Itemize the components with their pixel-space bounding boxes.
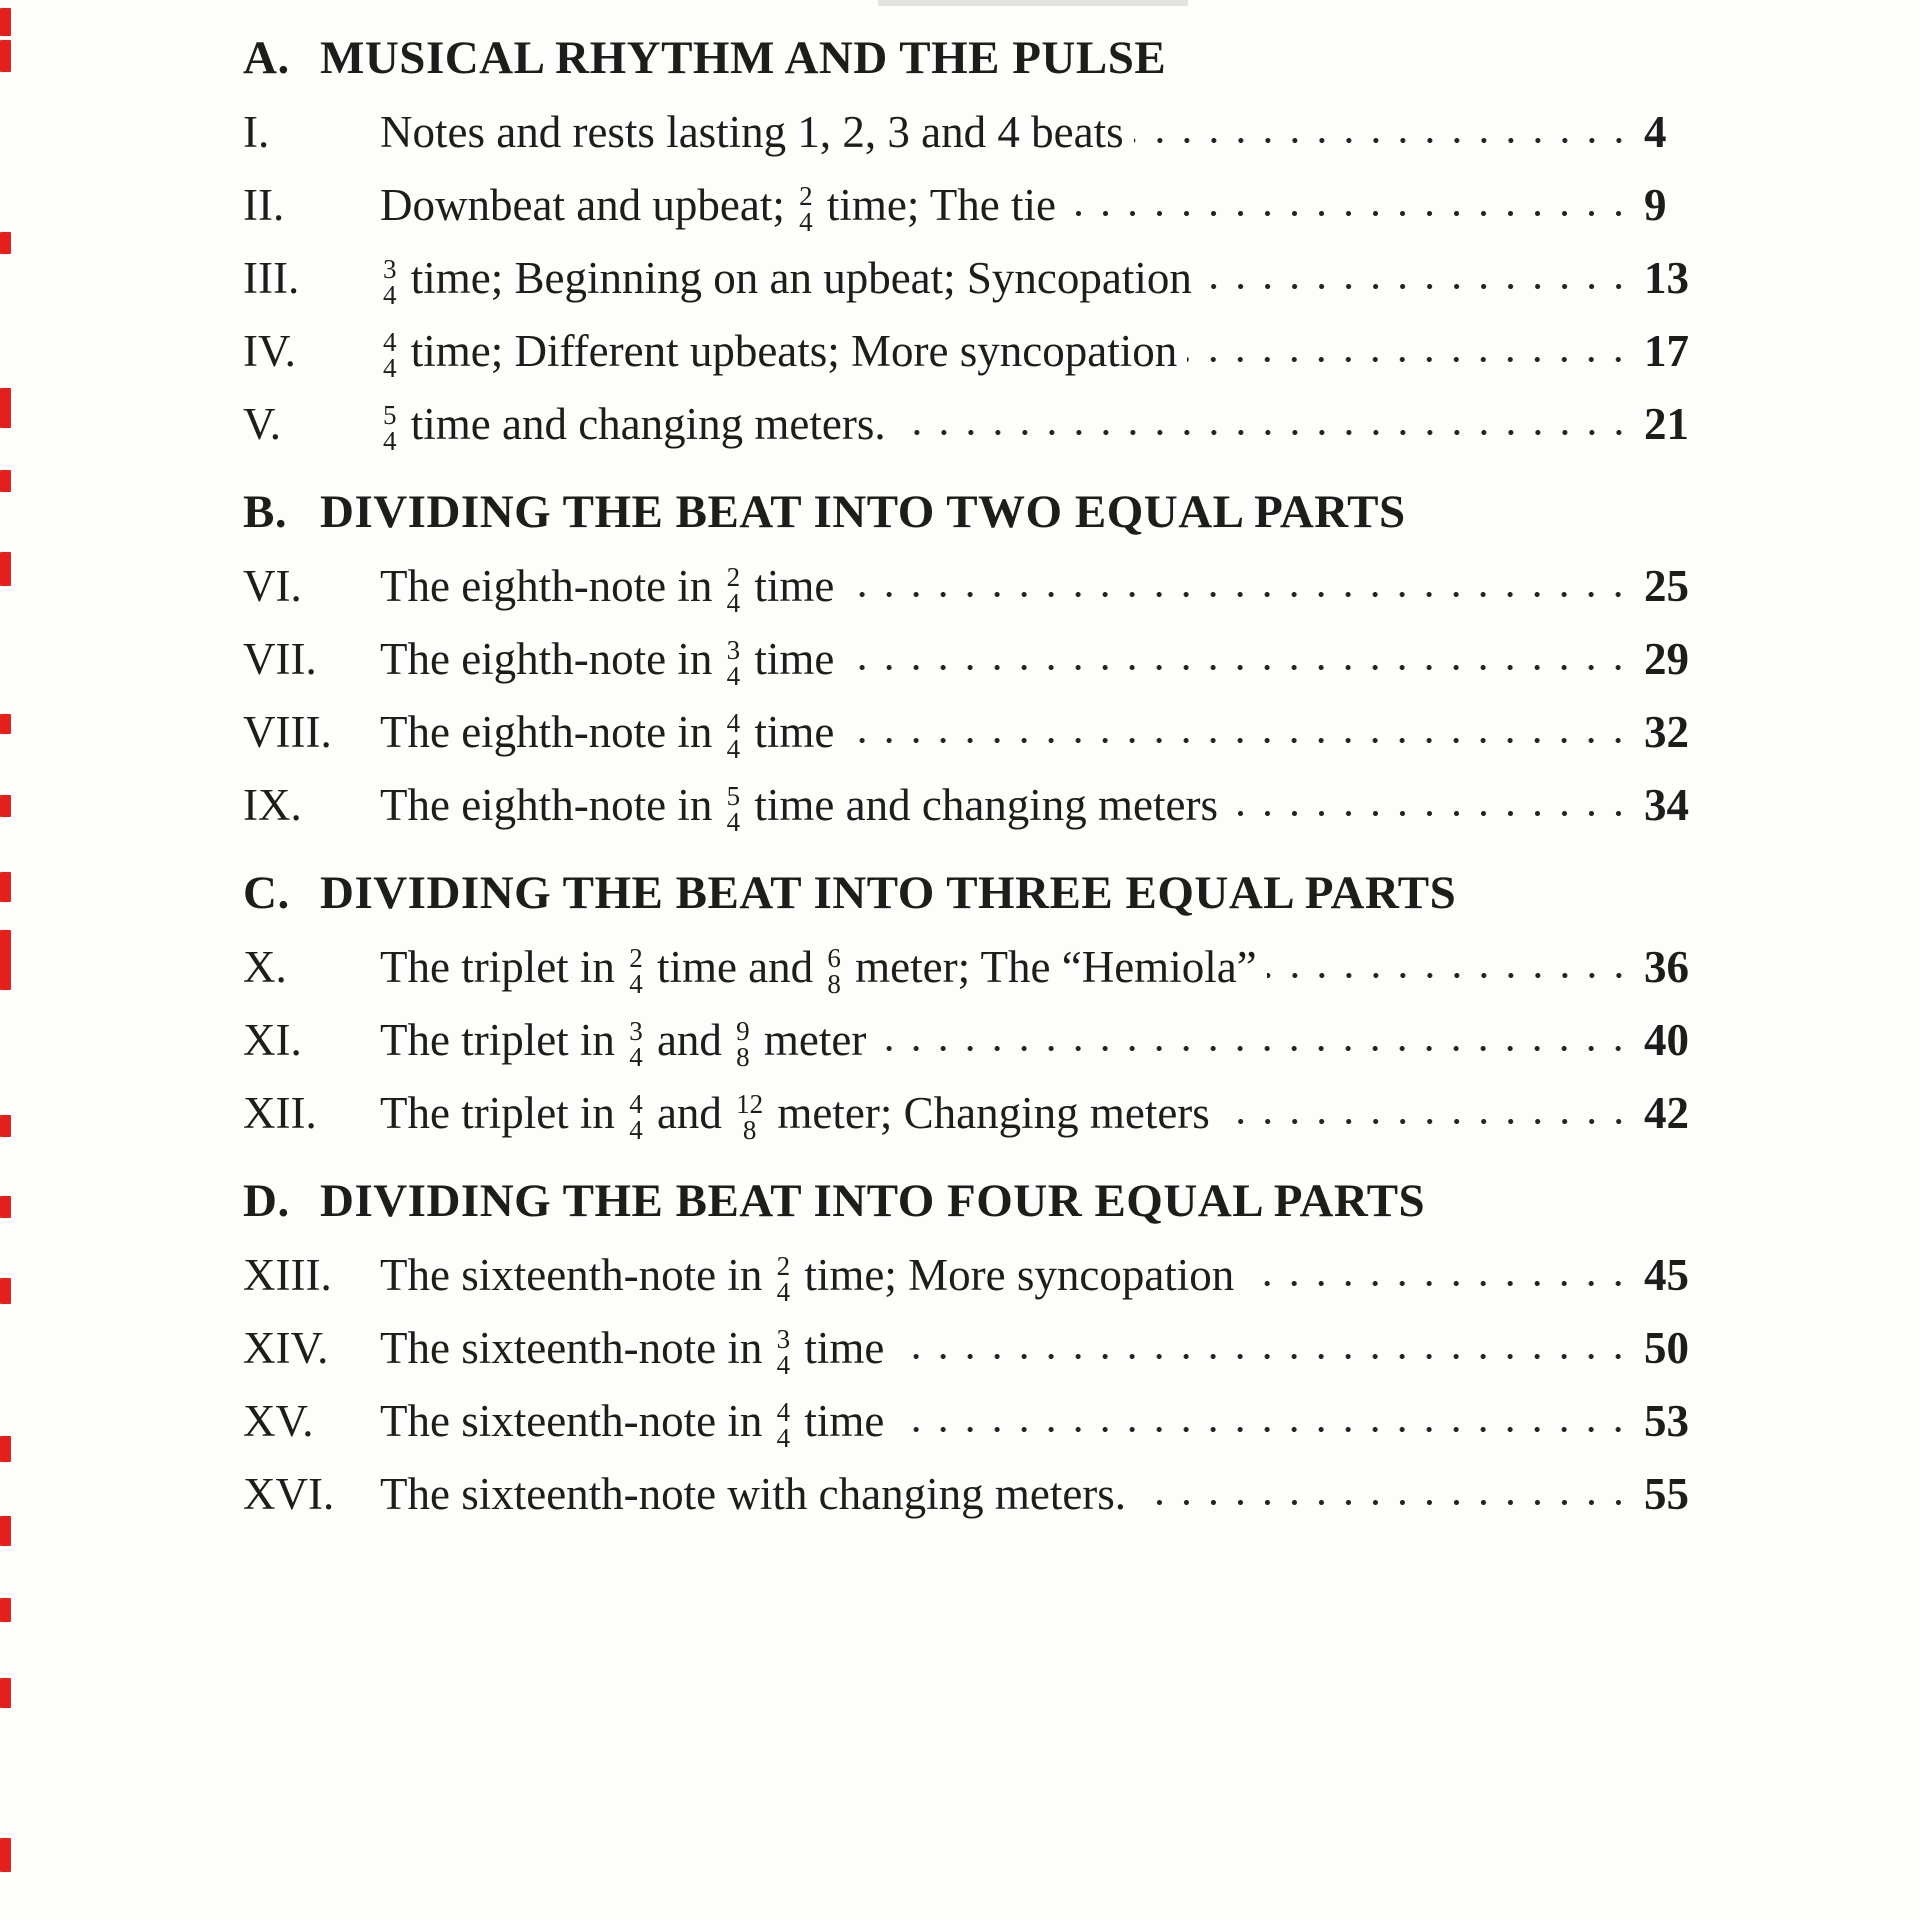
dot-leader [1202, 284, 1632, 293]
entry-text-fragment: The triplet in [380, 942, 627, 992]
red-scan-edge-mark [0, 1278, 11, 1304]
entry-text-fragment: The triplet in [380, 1088, 627, 1138]
toc-entry [243, 1081, 1708, 1145]
dot-leader [1267, 973, 1632, 982]
fraction-denominator: 4 [726, 733, 741, 764]
entry-text-fragment: meter; The “Hemiola” [843, 942, 1257, 992]
fraction-numerator: 12 [736, 1089, 764, 1120]
fraction-numerator: 2 [726, 562, 741, 593]
page-number: 53 [1644, 1396, 1689, 1446]
time-signature-fraction [383, 254, 397, 310]
red-scan-edge-mark [0, 40, 11, 72]
entry-text-fragment: time [743, 561, 835, 611]
section-letter: C. [243, 867, 290, 919]
section-title: MUSICAL RHYTHM AND THE PULSE [320, 32, 1167, 84]
entry-text [380, 554, 834, 618]
dot-leader [1220, 1119, 1632, 1128]
fraction-denominator: 4 [776, 1422, 791, 1453]
entry-roman-numeral: IV. [243, 326, 296, 376]
entry-text [380, 100, 1124, 164]
section-heading [243, 480, 1708, 544]
fraction-denominator: 4 [629, 968, 643, 999]
fraction-denominator: 4 [726, 806, 741, 837]
entry-text-fragment: time [793, 1323, 885, 1373]
toc-entry [243, 700, 1708, 764]
section-letter: D. [243, 1175, 290, 1227]
fraction-numerator: 2 [799, 181, 813, 212]
entry-roman-numeral: XIV. [243, 1323, 329, 1373]
scan-smudge-artifact [878, 0, 1188, 6]
entry-roman-numeral: XIII. [243, 1250, 332, 1300]
time-signature-fraction [726, 781, 741, 837]
fraction-denominator: 4 [799, 206, 813, 237]
fraction-numerator: 4 [629, 1089, 643, 1120]
red-scan-edge-mark [0, 930, 11, 990]
entry-text [380, 173, 1056, 237]
fraction-denominator: 8 [827, 968, 841, 999]
fraction-numerator: 3 [629, 1016, 643, 1047]
entry-roman-numeral: III. [243, 253, 300, 303]
fraction-denominator: 8 [742, 1114, 757, 1145]
entry-text [380, 1389, 884, 1453]
toc-entry [243, 627, 1708, 691]
entry-text [380, 935, 1257, 999]
entry-roman-numeral: XII. [243, 1088, 317, 1138]
dot-leader [844, 738, 1632, 747]
toc-entry [243, 1008, 1708, 1072]
time-signature-fraction [827, 943, 841, 999]
entry-text [380, 319, 1177, 383]
red-scan-edge-mark [0, 470, 11, 492]
page-number: 55 [1644, 1469, 1689, 1519]
entry-text [380, 1008, 866, 1072]
red-scan-edge-mark [0, 795, 11, 817]
entry-text-fragment: meter [752, 1015, 867, 1065]
entry-text [380, 700, 834, 764]
toc-entry [243, 773, 1708, 837]
entry-text-fragment: time; Beginning on an upbeat; Syncopation [399, 253, 1192, 303]
dot-leader [844, 592, 1632, 601]
red-scan-edge-mark [0, 1678, 11, 1708]
red-scan-edge-mark [0, 872, 11, 902]
page-number: 17 [1644, 326, 1689, 376]
red-scan-edge-mark [0, 552, 11, 586]
page-number: 13 [1644, 253, 1689, 303]
page-number: 42 [1644, 1088, 1689, 1138]
entry-text-fragment: meter; Changing meters [766, 1088, 1210, 1138]
fraction-denominator: 4 [629, 1041, 643, 1072]
fraction-denominator: 4 [726, 660, 741, 691]
time-signature-fraction [776, 1397, 791, 1453]
entry-roman-numeral: XI. [243, 1015, 302, 1065]
time-signature-fraction [736, 1016, 750, 1072]
dot-leader [876, 1046, 1632, 1055]
page-number: 45 [1644, 1250, 1689, 1300]
fraction-denominator: 4 [383, 352, 397, 383]
toc-entry [243, 100, 1708, 164]
toc-section [243, 1169, 1708, 1526]
entry-text [380, 1462, 1126, 1526]
dot-leader [1066, 211, 1632, 220]
entry-roman-numeral: I. [243, 107, 270, 157]
entry-text [380, 392, 886, 456]
toc-entry [243, 319, 1708, 383]
red-scan-edge-mark [0, 232, 11, 254]
entry-text-fragment: and [645, 1015, 734, 1065]
fraction-denominator: 4 [629, 1114, 643, 1145]
toc-entry [243, 1462, 1708, 1526]
fraction-denominator: 4 [726, 587, 741, 618]
entry-text-fragment: The sixteenth-note in [380, 1250, 774, 1300]
entry-text-fragment: The eighth-note in [380, 634, 724, 684]
entry-text-fragment: time; More syncopation [793, 1250, 1235, 1300]
fraction-numerator: 5 [383, 400, 397, 431]
section-title: DIVIDING THE BEAT INTO TWO EQUAL PARTS [320, 486, 1406, 538]
fraction-numerator: 3 [776, 1324, 791, 1355]
entry-text-fragment: Downbeat and upbeat; [380, 180, 797, 230]
fraction-numerator: 4 [776, 1397, 791, 1428]
toc-entry [243, 1243, 1708, 1307]
entry-roman-numeral: XVI. [243, 1469, 335, 1519]
page-number: 25 [1644, 561, 1689, 611]
time-signature-fraction [776, 1251, 791, 1307]
dot-leader [896, 430, 1632, 439]
toc-entry [243, 392, 1708, 456]
entry-roman-numeral: VI. [243, 561, 302, 611]
page-number: 36 [1644, 942, 1689, 992]
fraction-denominator: 4 [383, 279, 397, 310]
toc-entry [243, 173, 1708, 237]
page-number: 40 [1644, 1015, 1689, 1065]
red-scan-edge-mark [0, 1516, 11, 1546]
page-number: 21 [1644, 399, 1689, 449]
entry-text [380, 627, 834, 691]
fraction-denominator: 8 [736, 1041, 750, 1072]
entry-roman-numeral: IX. [243, 780, 302, 830]
toc-section [243, 26, 1708, 456]
red-scan-edge-mark [0, 8, 11, 36]
entry-text [380, 773, 1218, 837]
time-signature-fraction [629, 1016, 643, 1072]
entry-text-fragment: time and changing meters. [399, 399, 886, 449]
entry-roman-numeral: X. [243, 942, 287, 992]
entry-text-fragment: The eighth-note in [380, 561, 724, 611]
red-scan-edge-mark [0, 1436, 11, 1462]
fraction-numerator: 4 [383, 327, 397, 358]
section-title: DIVIDING THE BEAT INTO THREE EQUAL PARTS [320, 867, 1457, 919]
dot-leader [894, 1354, 1632, 1363]
fraction-numerator: 3 [383, 254, 397, 285]
time-signature-fraction [726, 635, 741, 691]
dot-leader [1228, 811, 1632, 820]
time-signature-fraction [799, 181, 813, 237]
dot-leader [894, 1427, 1632, 1436]
section-heading [243, 861, 1708, 925]
entry-text-fragment: time and [645, 942, 825, 992]
toc-section [243, 861, 1708, 1145]
dot-leader [844, 665, 1632, 674]
entry-roman-numeral: XV. [243, 1396, 314, 1446]
entry-text [380, 1081, 1210, 1145]
table-of-contents [243, 26, 1708, 1535]
fraction-denominator: 4 [776, 1276, 791, 1307]
entry-text-fragment: and [645, 1088, 734, 1138]
page-number: 34 [1644, 780, 1689, 830]
time-signature-fraction [629, 1089, 643, 1145]
fraction-denominator: 4 [776, 1349, 791, 1380]
entry-text-fragment: time [743, 707, 835, 757]
section-heading [243, 1169, 1708, 1233]
dot-leader [1136, 1500, 1632, 1509]
entry-text [380, 246, 1192, 310]
entry-text-fragment: time [793, 1396, 885, 1446]
red-scan-edge-mark [0, 714, 11, 734]
section-heading [243, 26, 1708, 90]
red-scan-edge-mark [0, 1838, 11, 1872]
section-letter: A. [243, 32, 290, 84]
fraction-numerator: 9 [736, 1016, 750, 1047]
section-title: DIVIDING THE BEAT INTO FOUR EQUAL PARTS [320, 1175, 1426, 1227]
fraction-denominator: 4 [383, 425, 397, 456]
entry-text [380, 1243, 1234, 1307]
time-signature-fraction [629, 943, 643, 999]
time-signature-fraction [726, 708, 741, 764]
entry-text-fragment: The sixteenth-note with changing meters. [380, 1469, 1127, 1519]
toc-section [243, 480, 1708, 837]
red-scan-edge-mark [0, 1115, 11, 1137]
time-signature-fraction [726, 562, 741, 618]
entry-roman-numeral: VII. [243, 634, 317, 684]
entry-text-fragment: The triplet in [380, 1015, 627, 1065]
toc-entry [243, 935, 1708, 999]
entry-roman-numeral: II. [243, 180, 285, 230]
red-scan-edge-mark [0, 1196, 11, 1218]
entry-text-fragment: time and changing meters [743, 780, 1219, 830]
red-scan-edge-mark [0, 1598, 11, 1622]
red-scan-edge-mark [0, 388, 11, 428]
entry-text [380, 1316, 884, 1380]
toc-entry [243, 554, 1708, 618]
fraction-numerator: 2 [629, 943, 643, 974]
fraction-numerator: 5 [726, 781, 741, 812]
section-letter: B. [243, 486, 288, 538]
toc-entry [243, 1316, 1708, 1380]
fraction-numerator: 3 [726, 635, 741, 666]
fraction-numerator: 4 [726, 708, 741, 739]
dot-leader [1244, 1281, 1632, 1290]
fraction-numerator: 6 [827, 943, 841, 974]
toc-entry [243, 1389, 1708, 1453]
entry-text-fragment: The eighth-note in [380, 707, 724, 757]
page-number: 4 [1644, 107, 1667, 157]
entry-text-fragment: time; Different upbeats; More syncopation [399, 326, 1178, 376]
entry-roman-numeral: VIII. [243, 707, 332, 757]
entry-text-fragment: time [743, 634, 835, 684]
time-signature-fraction [736, 1089, 764, 1145]
dot-leader [1134, 138, 1632, 147]
fraction-numerator: 2 [776, 1251, 791, 1282]
dot-leader [1187, 357, 1632, 366]
entry-text-fragment: The eighth-note in [380, 780, 724, 830]
time-signature-fraction [383, 400, 397, 456]
entry-text-fragment: The sixteenth-note in [380, 1396, 774, 1446]
time-signature-fraction [383, 327, 397, 383]
page-number: 29 [1644, 634, 1689, 684]
entry-text-fragment: The sixteenth-note in [380, 1323, 774, 1373]
entry-text-fragment: Notes and rests lasting 1, 2, 3 and 4 beats [380, 107, 1124, 157]
page-number: 32 [1644, 707, 1689, 757]
page-number: 50 [1644, 1323, 1689, 1373]
page-number: 9 [1644, 180, 1667, 230]
entry-text-fragment: time; The tie [815, 180, 1056, 230]
time-signature-fraction [776, 1324, 791, 1380]
toc-entry [243, 246, 1708, 310]
entry-roman-numeral: V. [243, 399, 281, 449]
